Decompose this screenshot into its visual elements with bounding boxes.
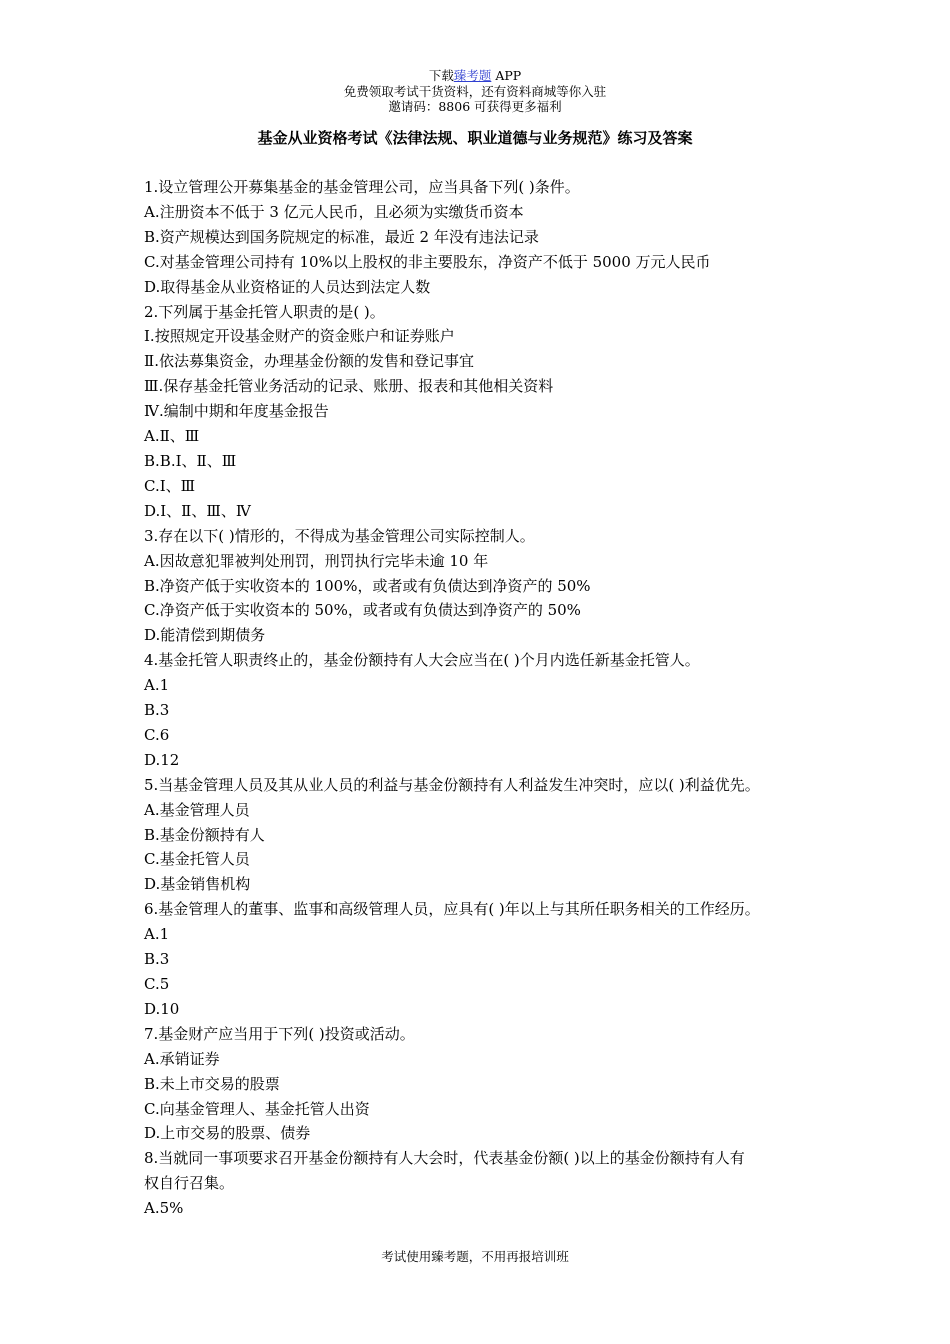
content-line: D.能清偿到期债务 <box>144 626 266 645</box>
content-line: A.因故意犯罪被判处刑罚，刑罚执行完毕未逾 10 年 <box>144 551 489 570</box>
question-list <box>144 175 824 1221</box>
content-line: 1.设立管理公开募集基金的基金管理公司，应当具备下列( )条件。 <box>144 178 580 196</box>
content-line: A.基金管理人员 <box>144 800 250 819</box>
content-line: B.资产规模达到国务院规定的标准，最近 2 年没有违法记录 <box>144 227 539 246</box>
content-line: B.未上市交易的股票 <box>144 1074 280 1093</box>
content-line: 7.基金财产应当用于下列( )投资或活动。 <box>144 1024 415 1043</box>
content-line: D.取得基金从业资格证的人员达到法定人数 <box>144 277 431 296</box>
content-line: A.Ⅱ、Ⅲ <box>144 427 200 446</box>
content-line: A.承销证券 <box>144 1049 220 1068</box>
content-line: 4.基金托管人职责终止的，基金份额持有人大会应当在( )个月内选任新基金托管人。 <box>144 651 700 670</box>
page-header <box>0 68 950 115</box>
content-line: D.I、Ⅱ、Ⅲ、Ⅳ <box>144 501 251 520</box>
content-line: C.净资产低于实收资本的 50%，或者或有负债达到净资产的 50% <box>144 601 581 620</box>
content-line: C.向基金管理人、基金托管人出资 <box>144 1099 370 1118</box>
header-promo-line: 免费领取考试干货资料，还有资料商城等你入驻 <box>343 83 607 99</box>
document-title: 基金从业资格考试《法律法规、职业道德与业务规范》练习及答案 <box>257 129 693 147</box>
content-line: I.按照规定开设基金财产的资金账户和证券账户 <box>144 327 455 346</box>
content-line: 8.当就同一事项要求召开基金份额持有人大会时，代表基金份额( )以上的基金份额持有人有 <box>144 1149 745 1168</box>
content-line: C.6 <box>144 725 170 744</box>
content-line: C.5 <box>144 975 170 993</box>
content-line: C.对基金管理公司持有 10%以上股权的非主要股东，净资产不低于 5000 万元人民币 <box>144 252 711 271</box>
content-line: B.B.I、Ⅱ、Ⅲ <box>144 451 237 470</box>
content-line: Ⅱ.依法募集资金，办理基金份额的发售和登记事宜 <box>144 352 474 371</box>
app-download-link[interactable]: 臻考题 <box>453 68 492 83</box>
content-line: 3.存在以下( )情形的，不得成为基金管理公司实际控制人。 <box>144 526 535 545</box>
content-line: Ⅳ.编制中期和年度基金报告 <box>144 402 329 421</box>
header-suffix: APP <box>491 68 522 83</box>
content-line: D.12 <box>144 750 180 769</box>
page-footer: 考试使用臻考题，不用再报培训班 <box>381 1249 569 1264</box>
content-line: B.3 <box>144 701 170 720</box>
content-line: A.注册资本不低于 3 亿元人民币，且必须为实缴货币资本 <box>144 202 524 221</box>
content-line: A.5% <box>144 1199 184 1218</box>
content-line: C.基金托管人员 <box>144 850 250 869</box>
content-line: 权自行召集。 <box>144 1174 235 1193</box>
content-line: D.10 <box>144 999 180 1018</box>
content-line: Ⅲ.保存基金托管业务活动的记录、账册、报表和其他相关资料 <box>144 377 554 396</box>
content-line: D.基金销售机构 <box>144 875 251 894</box>
content-line: B.基金份额持有人 <box>144 825 265 844</box>
header-invite-line: 邀请码：8806 可获得更多福利 <box>388 99 562 114</box>
content-line: 6.基金管理人的董事、监事和高级管理人员，应具有( )年以上与其所任职务相关的工作经历。 <box>144 900 760 919</box>
content-line: D.上市交易的股票、债券 <box>144 1124 311 1143</box>
content-line: C.I、Ⅲ <box>144 476 196 495</box>
content-line: B.净资产低于实收资本的 100%，或者或有负债达到净资产的 50% <box>144 576 591 595</box>
content-line: 5.当基金管理人员及其从业人员的利益与基金份额持有人利益发生冲突时，应以( )利益优先。 <box>144 775 760 794</box>
content-line: A.1 <box>144 925 170 944</box>
content-line: A.1 <box>144 676 170 695</box>
content-line: B.3 <box>144 950 170 969</box>
header-prefix: 下载 <box>428 68 454 83</box>
content-line: 2.下列属于基金托管人职责的是( )。 <box>144 302 385 321</box>
header-app-line <box>0 68 950 84</box>
